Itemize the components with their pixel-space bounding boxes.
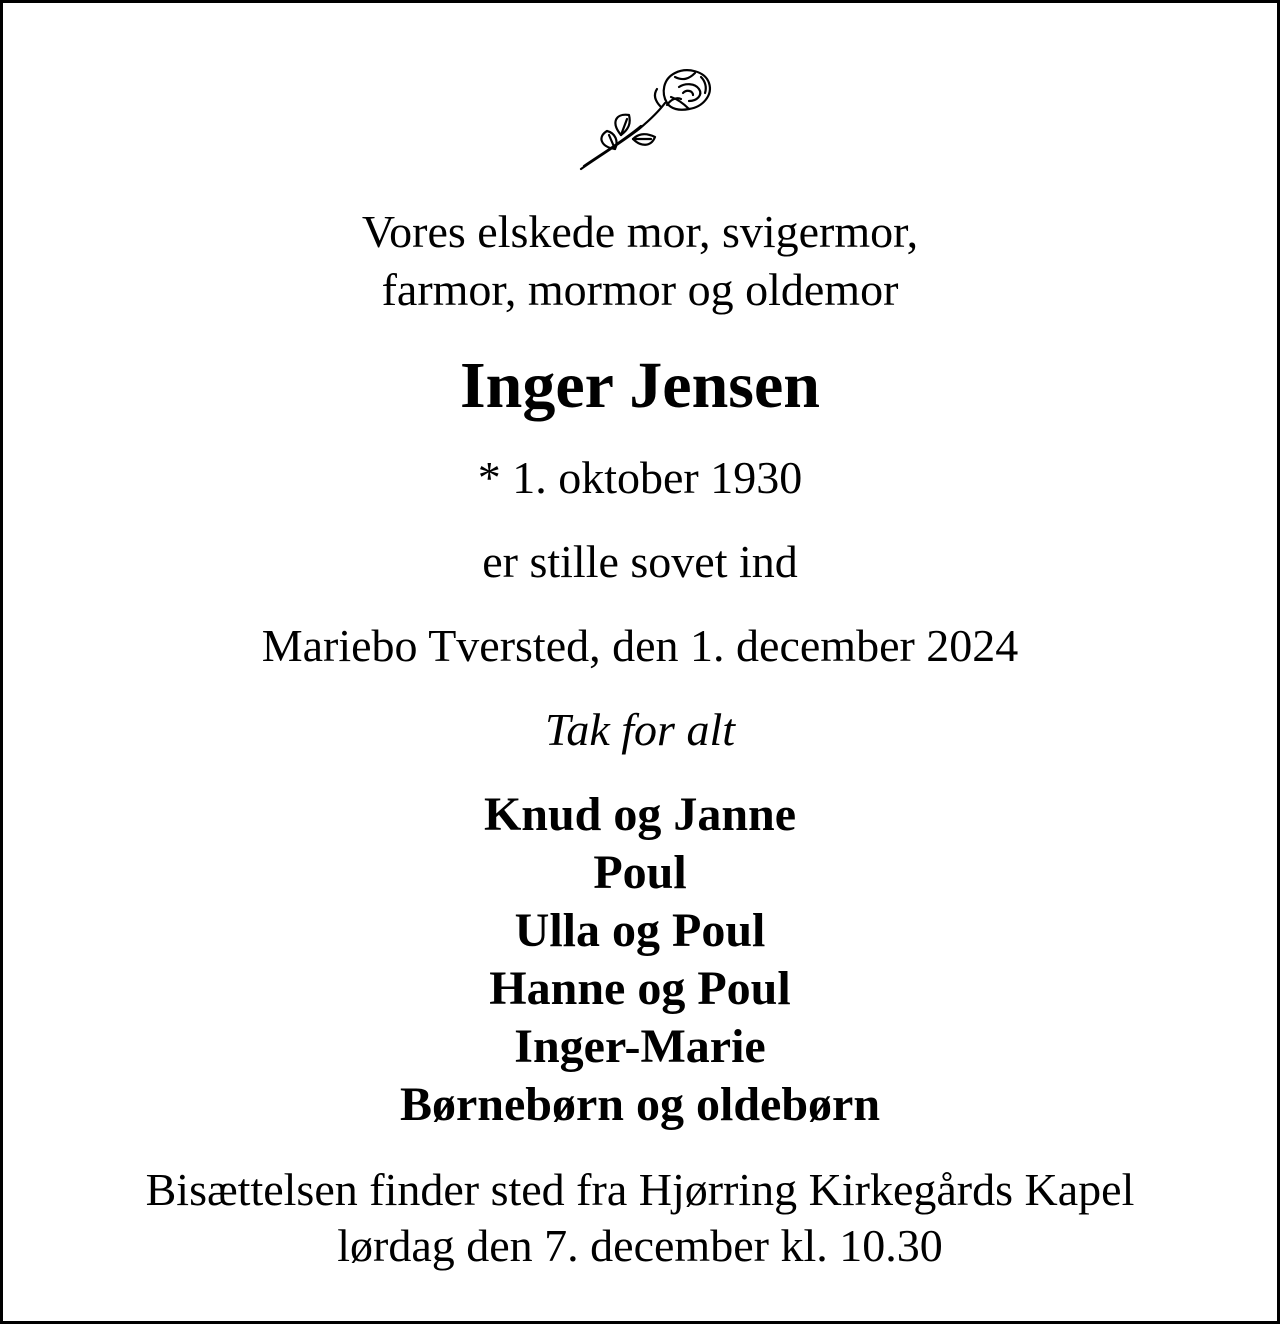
birth-date: * 1. oktober 1930 bbox=[477, 452, 803, 503]
family-line: Børnebørn og oldebørn bbox=[399, 1078, 881, 1131]
family-line: Inger-Marie bbox=[514, 1020, 766, 1073]
intro-line-2: farmor, mormor og oldemor bbox=[381, 264, 899, 315]
funeral-info-line-2: lørdag den 7. december kl. 10.30 bbox=[337, 1220, 943, 1271]
funeral-info-line-1: Bisættelsen finder sted fra Hjørring Kirkegårds Kapel bbox=[145, 1164, 1135, 1215]
family-line: Ulla og Poul bbox=[514, 904, 766, 957]
intro-line-1: Vores elskede mor, svigermor, bbox=[361, 206, 919, 257]
deceased-name: Inger Jensen bbox=[460, 349, 820, 422]
thanks-text: Tak for alt bbox=[544, 704, 736, 755]
place-and-date: Mariebo Tversted, den 1. december 2024 bbox=[261, 620, 1019, 671]
rose-icon bbox=[571, 63, 719, 175]
family-line: Poul bbox=[593, 846, 687, 899]
family-line: Hanne og Poul bbox=[489, 962, 791, 1015]
passed-text: er stille sovet ind bbox=[482, 536, 798, 587]
family-line: Knud og Janne bbox=[483, 788, 797, 841]
